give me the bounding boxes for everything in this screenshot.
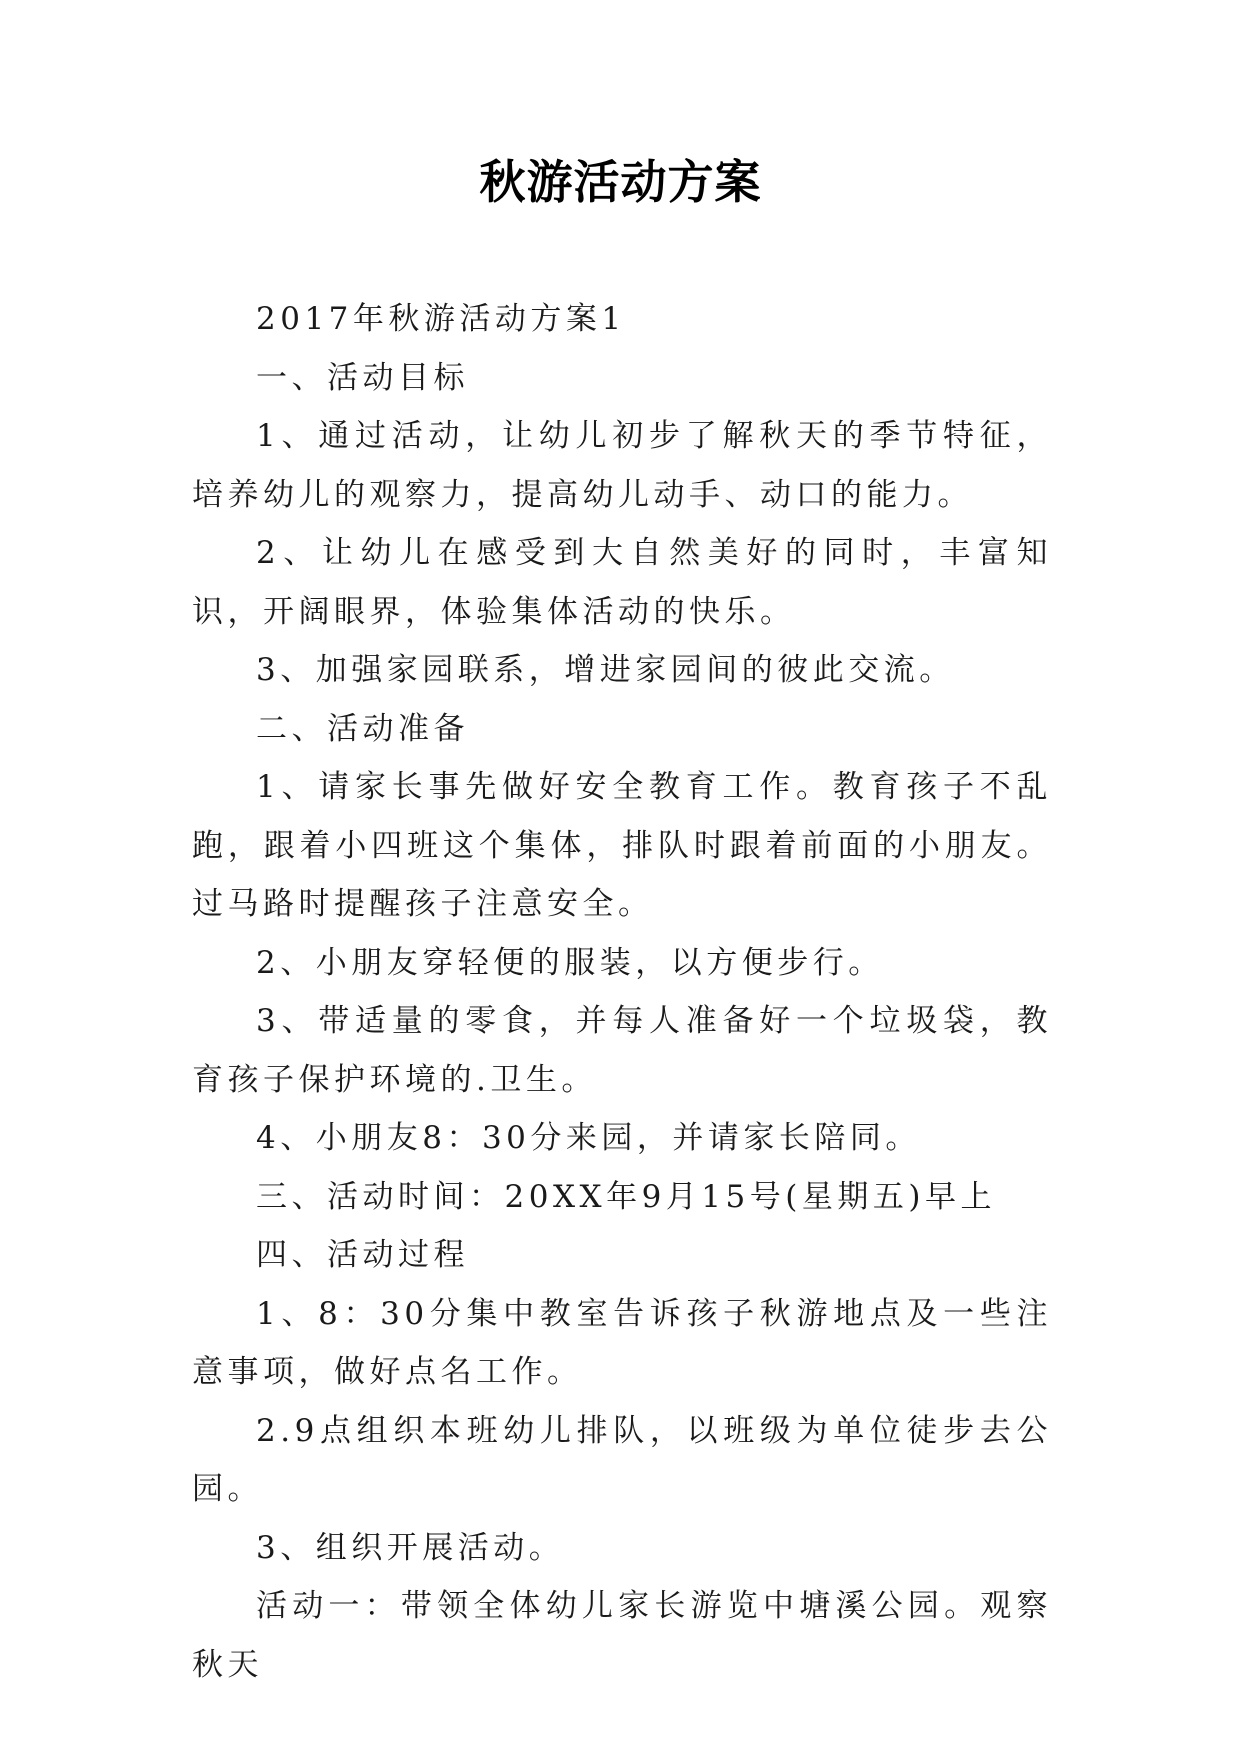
paragraph: 1、8：30分集中教室告诉孩子秋游地点及一些注意事项，做好点名工作。 <box>192 1295 1052 1390</box>
paragraph-heading-plan: 2017年秋游活动方案1 <box>256 301 626 337</box>
section-heading-goals: 一、活动目标 <box>256 359 469 396</box>
section-heading-process: 四、活动过程 <box>256 1237 469 1273</box>
paragraph: 3、带适量的零食，并每人准备好一个垃圾袋，教育孩子保护环境的.卫生。 <box>192 1003 1052 1098</box>
paragraph: 1、通过活动，让幼儿初步了解秋天的季节特征，培养幼儿的观察力，提高幼儿动手、动口的能力。 <box>192 418 1052 513</box>
section-heading-time: 三、活动时间：20XX年9月15号(星期五)早上 <box>256 1178 996 1215</box>
paragraph: 2、小朋友穿轻便的服装，以方便步行。 <box>256 944 884 981</box>
paragraph: 2.9点组织本班幼儿排队，以班级为单位徒步去公园。 <box>192 1412 1052 1507</box>
paragraph: 4、小朋友8：30分来园，并请家长陪同。 <box>256 1120 921 1156</box>
paragraph: 3、加强家园联系，增进家园间的彼此交流。 <box>256 652 955 688</box>
section-heading-preparation: 二、活动准备 <box>256 710 469 747</box>
paragraph: 3、组织开展活动。 <box>256 1529 565 1566</box>
document-title: 秋游活动方案 <box>479 155 762 209</box>
paragraph: 2、让幼儿在感受到大自然美好的同时，丰富知识，开阔眼界，体验集体活动的快乐。 <box>192 535 1052 630</box>
document-body <box>192 290 1052 1694</box>
paragraph: 活动一：带领全体幼儿家长游览中塘溪公园。观察秋天 <box>192 1588 1052 1683</box>
paragraph: 1、请家长事先做好安全教育工作。教育孩子不乱跑，跟着小四班这个集体，排队时跟着前面的小朋友。过马路时提醒孩子注意安全。 <box>192 769 1052 922</box>
